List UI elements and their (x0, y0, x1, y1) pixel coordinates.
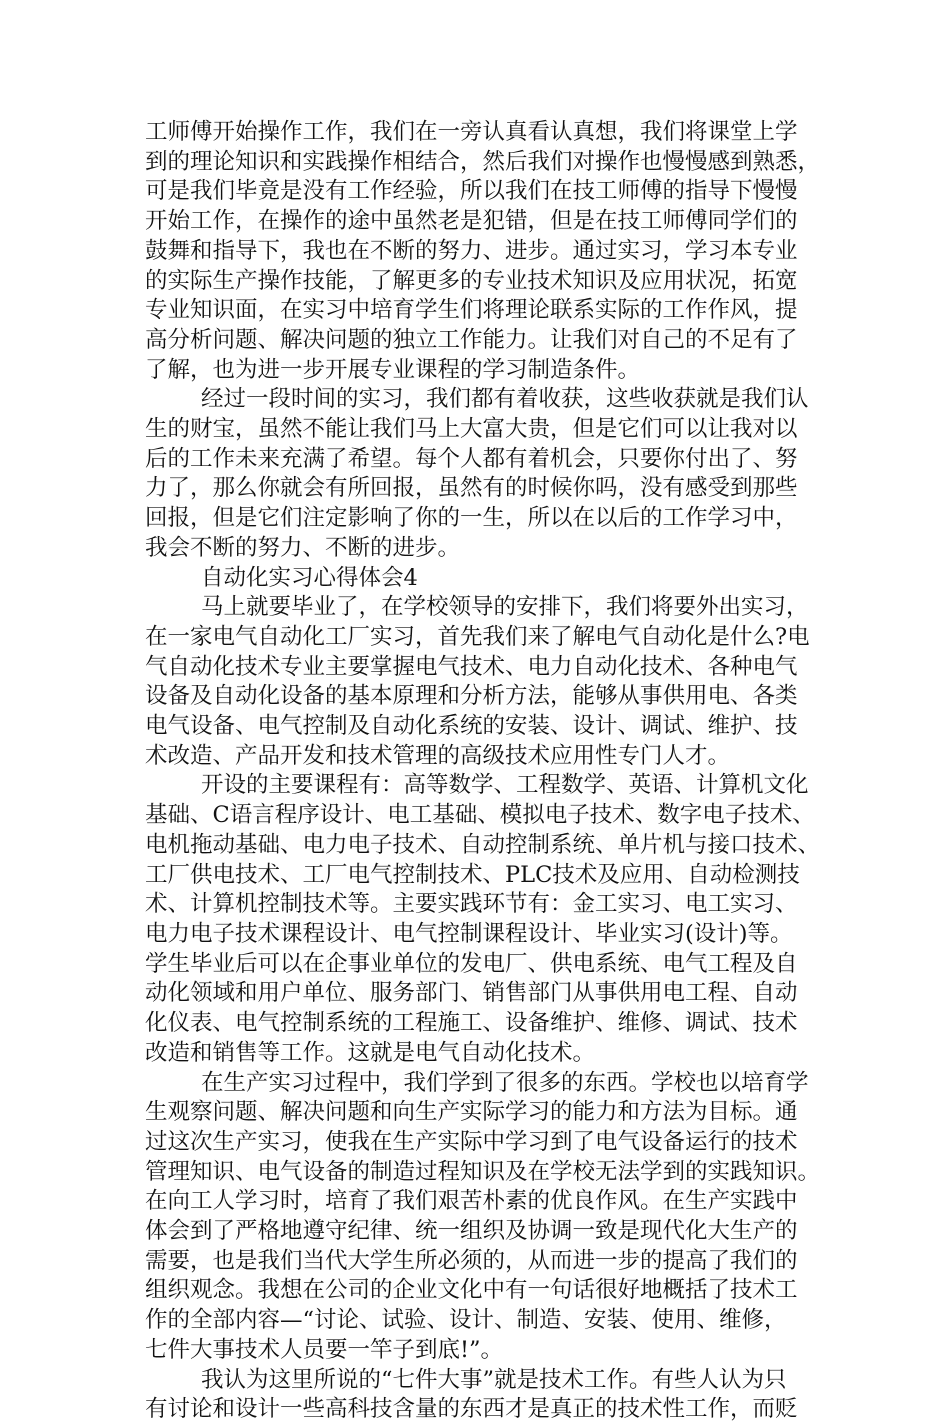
text-line: 了解，也为进一步开展专业课程的学习制造条件。 (145, 356, 641, 383)
text-line: 术改造、产品开发和技术管理的高级技术应用性专门人才。 (145, 742, 731, 769)
text-line: 术、计算机控制技术等。主要实践环节有：金工实习、电工实习、 (145, 891, 798, 918)
text-line: 电力电子技术课程设计、电气控制课程设计、毕业实习(设计)等。 (145, 920, 793, 947)
paragraph-first-line: 经过一段时间的实习，我们都有着收获，这些收获就是我们认 (201, 386, 809, 413)
text-line: 基础、C语言程序设计、电工基础、模拟电子技术、数字电子技术、 (145, 802, 815, 829)
text-line: 生的财宝，虽然不能让我们马上大富大贵，但是它们可以让我对以 (145, 416, 798, 443)
text-line: 改造和销售等工作。这就是电气自动化技术。 (145, 1039, 596, 1066)
text-line: 后的工作未来充满了希望。每个人都有着机会，只要你付出了、努 (145, 445, 798, 472)
document-body (145, 118, 821, 1425)
text-line: 气自动化技术专业主要掌握电气技术、电力自动化技术、各种电气 (145, 653, 798, 680)
text-line: 学生毕业后可以在企事业单位的发电厂、供电系统、电气工程及自 (145, 950, 798, 977)
text-line: 力了，那么你就会有所回报，虽然有的时候你吗，没有感受到那些 (145, 475, 798, 502)
paragraph-first-line: 我认为这里所说的“七件大事”就是技术工作。有些人认为只 (201, 1366, 787, 1393)
text-line: 工厂供电技术、工厂电气控制技术、PLC技术及应用、自动检测技 (145, 861, 800, 888)
text-line: 组织观念。我想在公司的企业文化中有一句话很好地概括了技术工 (145, 1277, 798, 1304)
text-line: 化仪表、电气控制系统的工程施工、设备维护、维修、调试、技术 (145, 1010, 798, 1037)
text-line: 回报，但是它们注定影响了你的一生，所以在以后的工作学习中， (145, 505, 798, 532)
text-line: 到的理论知识和实践操作相结合，然后我们对操作也慢慢感到熟悉， (145, 148, 821, 175)
paragraph-first-line: 在生产实习过程中，我们学到了很多的东西。学校也以培育学 (201, 1069, 809, 1096)
text-line: 可是我们毕竟是没有工作经验，所以我们在技工师傅的指导下慢慢 (145, 178, 798, 205)
text-line: 电机拖动基础、电力电子技术、自动控制系统、单片机与接口技术、 (145, 831, 821, 858)
text-line: 动化领域和用户单位、服务部门、销售部门从事供用电工程、自动 (145, 980, 798, 1007)
text-line: 专业知识面，在实习中培育学生们将理论联系实际的工作作风，提 (145, 297, 798, 324)
text-line: 高分析问题、解决问题的独立工作能力。让我们对自己的不足有了 (145, 326, 798, 353)
text-line: 电气设备、电气控制及自动化系统的安装、设计、调试、维护、技 (145, 713, 798, 740)
text-line: 工师傅开始操作工作，我们在一旁认真看认真想，我们将课堂上学 (145, 119, 798, 145)
text-line: 有讨论和设计一些高科技含量的东西才是真正的技术性工作，而贬 (145, 1396, 798, 1423)
text-line: 开始工作，在操作的途中虽然老是犯错，但是在技工师傅同学们的 (145, 208, 798, 235)
section-heading: 自动化实习心得体会4 (201, 564, 418, 591)
text-line: 体会到了严格地遵守纪律、统一组织及协调一致是现代化大生产的 (145, 1218, 798, 1245)
paragraph-first-line: 开设的主要课程有：高等数学、工程数学、英语、计算机文化 (201, 772, 809, 799)
text-line: 鼓舞和指导下，我也在不断的努力、进步。通过实习，学习本专业 (145, 237, 798, 264)
paragraph-first-line: 马上就要毕业了，在学校领导的安排下，我们将要外出实习， (201, 594, 809, 621)
text-line: 过这次生产实习，使我在生产实际中学习到了电气设备运行的技术 (145, 1128, 798, 1155)
text-line: 七件大事技术人员要一竿子到底!”。 (145, 1336, 504, 1363)
text-line: 的实际生产操作技能，了解更多的专业技术知识及应用状况，拓宽 (145, 267, 798, 294)
text-line: 我会不断的努力、不断的进步。 (145, 534, 461, 561)
text-line: 在一家电气自动化工厂实习，首先我们来了解电气自动化是什么?电 (145, 623, 810, 650)
text-line: 设备及自动化设备的基本原理和分析方法，能够从事供用电、各类 (145, 683, 798, 710)
text-line: 作的全部内容—“讨论、试验、设计、制造、安装、使用、维修， (145, 1307, 787, 1334)
text-line: 在向工人学习时，培育了我们艰苦朴素的优良作风。在生产实践中 (145, 1188, 798, 1215)
text-line: 需要，也是我们当代大学生所必须的，从而进一步的提高了我们的 (145, 1247, 798, 1274)
text-line: 管理知识、电气设备的制造过程知识及在学校无法学到的实践知识。 (145, 1158, 821, 1185)
text-line: 生观察问题、解决问题和向生产实际学习的能力和方法为目标。通 (145, 1099, 798, 1126)
